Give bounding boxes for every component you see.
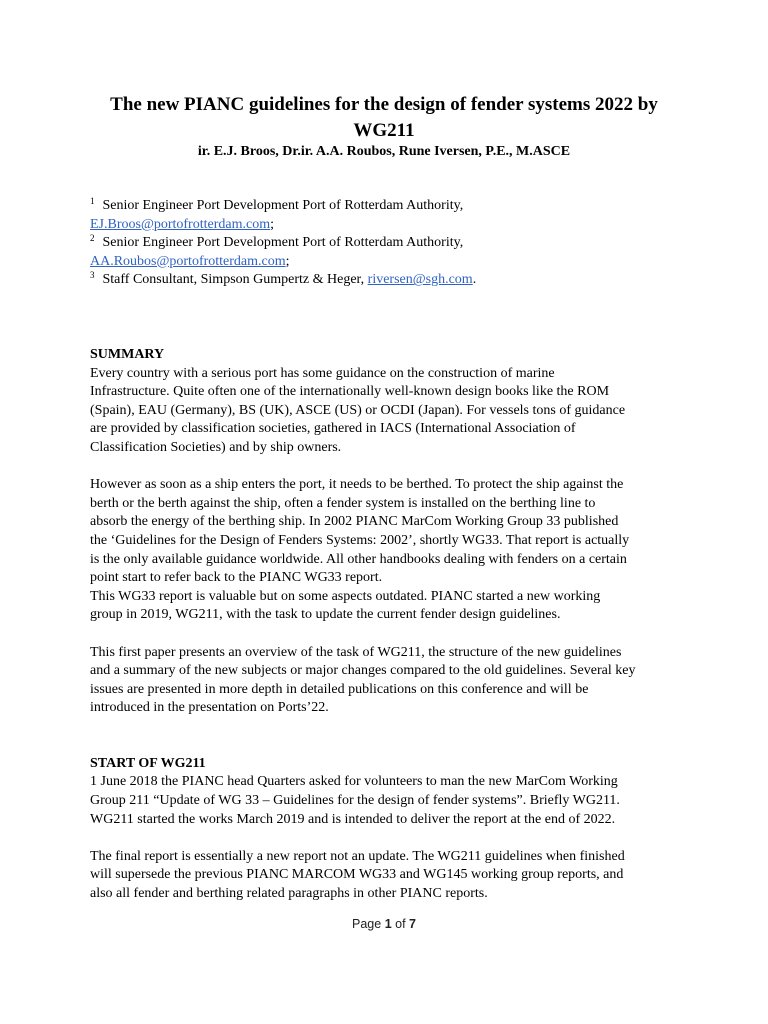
paragraph-line: are provided by classification societies, gathered in IACS (International Association of — [90, 421, 576, 437]
affiliation-marker: 2 — [90, 233, 95, 244]
paragraph-line: Every country with a serious port has some guidance on the construction of marine — [90, 365, 555, 381]
paragraph-line: the ‘Guidelines for the Design of Fenders Systems: 2002’, shortly WG33. That report is actually — [90, 532, 630, 548]
paragraph-line: This first paper presents an overview of the task of WG211, the structure of the new guidelines — [90, 644, 622, 660]
affiliation-1 — [90, 197, 690, 216]
body-text — [90, 346, 686, 904]
page-footer — [0, 917, 768, 931]
paragraph-line: introduced in the presentation on Ports’22. — [90, 700, 329, 716]
paragraph-line: point start to refer back to the PIANC WG33 report. — [90, 570, 383, 586]
affiliation-marker: 3 — [90, 270, 95, 281]
paragraph-line: and a summary of the new subjects or major changes compared to the old guidelines. Several key — [90, 663, 636, 679]
email-suffix: ; — [285, 253, 290, 269]
email-suffix: . — [472, 272, 477, 288]
email-link[interactable]: AA.Roubos@portofrotterdam.com — [90, 253, 286, 269]
title-line-1: The new PIANC guidelines for the design of fender systems 2022 by — [110, 94, 658, 115]
email-suffix: ; — [270, 216, 274, 232]
paragraph-line: issues are presented in more depth in detailed publications on this conference and will be — [90, 681, 589, 697]
title-line-2: WG211 — [353, 120, 415, 141]
section-heading-summary: SUMMARY — [90, 347, 165, 362]
email-link[interactable]: EJ.Broos@portofrotterdam.com — [90, 216, 271, 232]
paragraph-line: Group 211 “Update of WG 33 – Guidelines for the design of fender systems”. Briefly WG211. — [90, 793, 620, 809]
paragraph-line: absorb the energy of the berthing ship. In 2002 PIANC MarCom Working Group 33 published — [90, 514, 619, 530]
affiliation-2-email-line — [90, 253, 690, 272]
paragraph-line: will supersede the previous PIANC MARCOM WG33 and WG145 working group reports, and — [90, 867, 624, 883]
paragraph-line: Infrastructure. Quite often one of the internationally well-known design books like the ROM — [90, 384, 610, 400]
paragraph-line: The final report is essentially a new report not an update. The WG211 guidelines when finished — [90, 848, 625, 864]
page-label: Page — [352, 917, 382, 931]
affiliation-2 — [90, 234, 690, 253]
section-heading-start: START OF WG211 — [90, 755, 206, 771]
paragraph-line: group in 2019, WG211, with the task to update the current fender design guidelines. — [90, 607, 561, 623]
paragraph-line: Classification Societies) and by ship owners. — [90, 439, 342, 455]
affiliation-1-email-line — [90, 216, 690, 235]
of-label: of — [395, 917, 406, 931]
affiliation-3 — [90, 271, 690, 290]
email-link[interactable]: riversen@sgh.com — [367, 272, 473, 288]
paragraph-line: berth or the berth against the ship, often a fender system is installed on the berthing line to — [90, 495, 596, 511]
affiliation-text: Staff Consultant, Simpson Gumpertz & Heger, — [102, 272, 365, 288]
document-title — [70, 92, 698, 144]
affiliation-text: Senior Engineer Port Development Port of Rotterdam Authority, — [102, 235, 464, 251]
paragraph-line: (Spain), EAU (Germany), BS (UK), ASCE (US) or OCDI (Japan). For vessels tons of guidance — [90, 402, 626, 418]
paragraph-line: WG211 started the works March 2019 and is intended to deliver the report at the end of 2022. — [90, 811, 616, 827]
affiliation-list — [90, 197, 690, 290]
paragraph-line: 1 June 2018 the PIANC head Quarters asked for volunteers to man the new MarCom Working — [90, 774, 618, 790]
affiliation-text: Senior Engineer Port Development Port of Rotterdam Authority, — [102, 198, 464, 213]
paragraph-line: is the only available guidance worldwide. All other handbooks dealing with fenders on a certain — [90, 551, 627, 567]
total-page-count: 7 — [409, 917, 416, 931]
author-list: ir. E.J. Broos, Dr.ir. A.A. Roubos, Rune Iversen, P.E., M.ASCE — [197, 144, 571, 159]
paragraph-line: However as soon as a ship enters the port, it needs to be berthed. To protect the ship against the — [90, 477, 624, 493]
current-page-number: 1 — [384, 917, 392, 931]
paragraph-line: also all fender and berthing related paragraphs in other PIANC reports. — [90, 886, 488, 902]
paragraph-line: This WG33 report is valuable but on some aspects outdated. PIANC started a new working — [90, 588, 601, 604]
affiliation-marker: 1 — [90, 196, 95, 206]
